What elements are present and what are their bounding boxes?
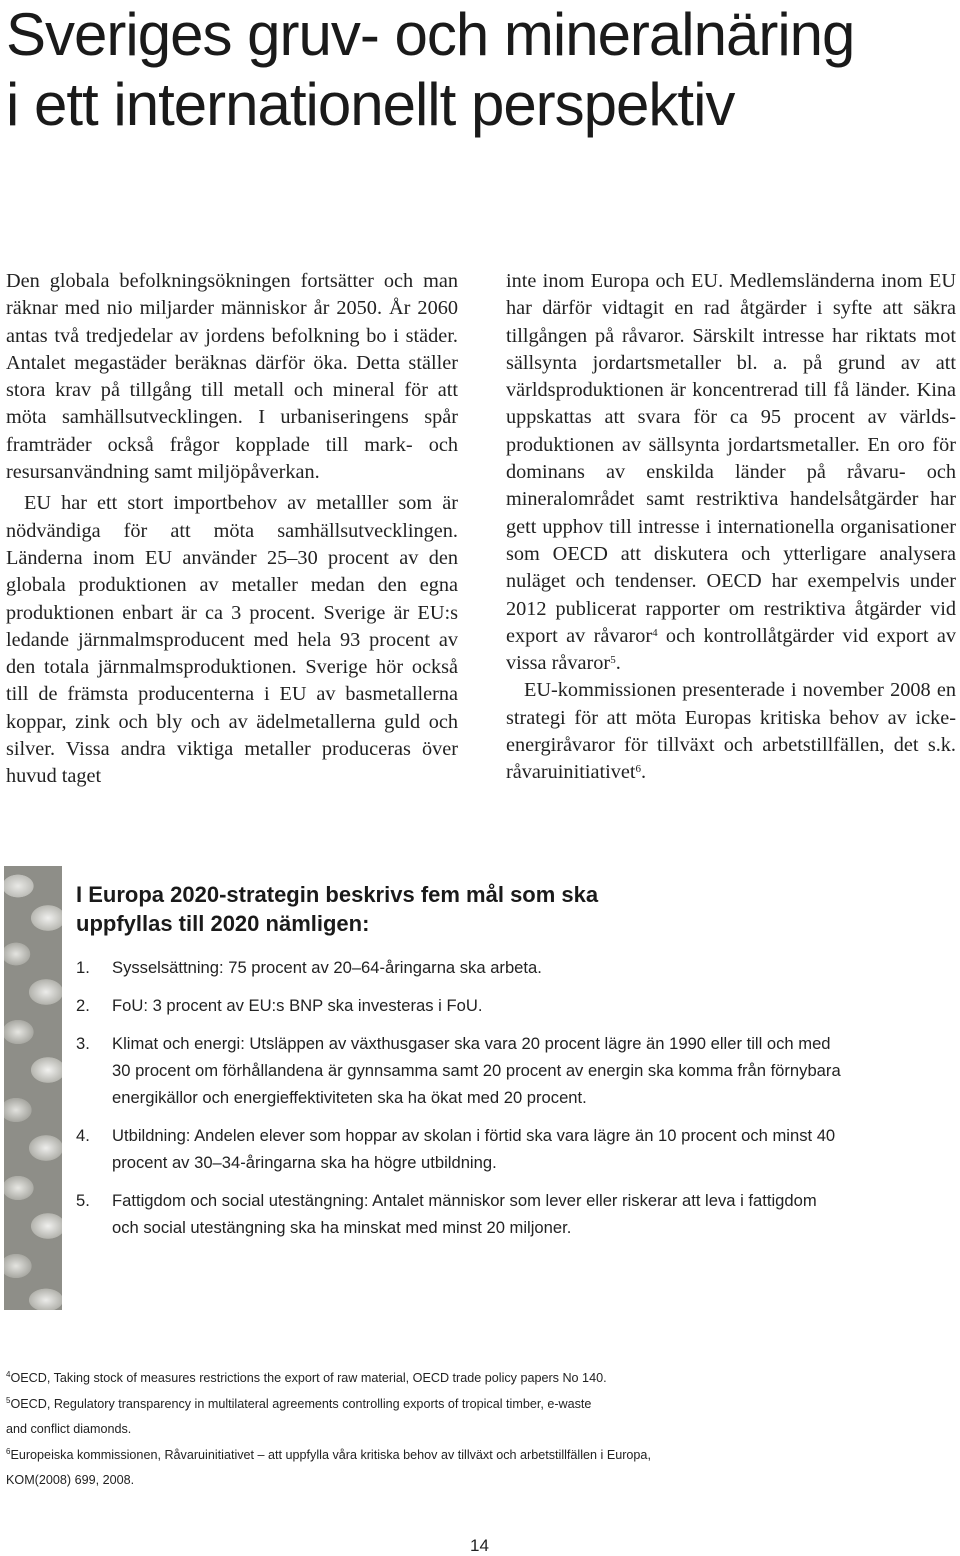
right-paragraph-1-end: .	[615, 652, 621, 675]
right-paragraph-2-end: .	[641, 761, 647, 784]
goal-text: Klimat och energi: Utsläppen av växthusgaser ska vara 20 procent lägre än 1990 eller till och med 30 procent om förhållandena är gynnsamma samt 20 procent av energin ska komma från förnybara energikällor och energieffektiviteten ska ha ökat med 20 procent.	[112, 1034, 841, 1107]
left-text-column	[6, 268, 458, 791]
page-title-line-1: Sveriges gruv- och mineralnäring	[6, 1, 855, 68]
goal-number: 2.	[76, 996, 90, 1015]
right-paragraph-2-text: EU-kommissionen presenterade i november 2008 en strategi för att möta Europas kritiska behov av icke-energiråvaror för tillväxt och arbetstillfällen, det s.k. råvaruinitiativet	[506, 679, 956, 784]
goal-number: 3.	[76, 1034, 90, 1053]
right-paragraph-1-text: inte inom Europa och EU. Medlemsländerna inom EU har därför vidtagit en rad åtgärder i syfte att säkra tillgången på råvaror. Särskilt intresse har riktats mot sällsynta jordartsmetaller bl. a. på grund av att världsproduktionen är koncentrerad till få länder. Kina uppskattas att svara för ca 95 procent av världsproduktionen av sällsynta jordartsmetaller. En oro för dominans av enskilda länder på råvaru- och mineralområdet samt restriktiva handelsåtgärder har gett upphov till intresse i internationella organisationer som OECD att diskutera och ytterligare analysera nuläget och tendenser. OECD har exempelvis under 2012 publicerat rapporter om restriktiva åtgärder vid export av råvaror	[506, 270, 956, 647]
goal-number: 1.	[76, 958, 90, 977]
footnote-4-text: OECD, Taking stock of measures restrictions the export of raw material, OECD trade policy papers No 140.	[10, 1371, 607, 1385]
right-paragraph-1-text-cont: och kontrollåtgärder vid export av vissa råvaror	[506, 624, 956, 675]
footnote-5	[6, 1392, 906, 1418]
goal-text: Sysselsättning: 75 procent av 20–64-åringarna ska arbeta.	[112, 958, 542, 977]
right-text-column	[506, 268, 956, 787]
footnote-ref-5[interactable]: 5	[610, 654, 616, 667]
europe-2020-goals-list	[76, 954, 846, 1252]
goal-text: Utbildning: Andelen elever som hoppar av skolan i förtid ska vara lägre än 10 procent och minst 40 procent av 30–34-åringarna ska ha högre utbildning.	[112, 1126, 836, 1172]
footnote-6	[6, 1443, 906, 1469]
goal-item	[76, 992, 846, 1019]
goal-item	[76, 1030, 846, 1111]
goal-number: 4.	[76, 1126, 90, 1145]
goal-number: 5.	[76, 1191, 90, 1210]
page-number: 14	[470, 1536, 489, 1555]
footnotes	[6, 1366, 906, 1494]
left-paragraph-2: EU har ett stort importbehov av metalller som är nödvändiga för att möta samhällsutvecklingen. Länderna inom EU använder 25–30 procent av den globala produktionen av metaller medan den egna produktionen enbart är ca 3 procent. Sverige är EU:s ledande järnmalmsproducent med hela 93 procent av den totala järnmalmsproduktionen. Sverige hör också till de främsta producenterna i EU av basmetallerna koppar, zink och bly och av ädelmetallerna guld och silver. Vissa andra viktiga metaller produceras över huvud taget	[6, 492, 458, 788]
goal-item	[76, 1187, 846, 1241]
footnote-ref-6[interactable]: 6	[635, 763, 642, 776]
left-paragraph-1: Den globala befolkningsökningen fortsätter och man räknar med nio miljarder människor år 2050. År 2060 antas två tredjedelar av jordens befolkning bo i städer. Antalet megastäder beräknas därför öka. Detta ställer stora krav på tillgång till metall och mineral för att möta samhällsutvecklingen. I urbaniseringens spår framträder också frågor kopplade till mark- och resursanvändning samt miljöpåverkan.	[6, 270, 458, 484]
europe-2020-heading: I Europa 2020-strategin beskrivs fem mål som ska uppfyllas till 2020 nämligen:	[76, 882, 599, 936]
footnote-4-mark: 4	[6, 1370, 11, 1379]
goal-item	[76, 954, 846, 981]
footnote-6-mark: 6	[6, 1446, 11, 1456]
footnote-ref-4[interactable]: 4	[652, 626, 658, 639]
goal-text: FoU: 3 procent av EU:s BNP ska investeras i FoU.	[112, 996, 483, 1015]
footnote-5-mark: 5	[6, 1395, 11, 1405]
right-paragraph-1	[506, 268, 956, 677]
right-paragraph-2	[506, 677, 956, 786]
stones-image	[4, 866, 62, 1310]
footnote-6-cont: KOM(2008) 699, 2008.	[6, 1473, 135, 1488]
footnote-5-cont: and conflict diamonds.	[6, 1422, 132, 1437]
goal-text: Fattigdom och social utestängning: Antalet människor som lever eller riskerar att leva i fattigdom och social utestängning ska ha minskat med minst 20 miljoner.	[112, 1191, 817, 1237]
footnote-5-line-1: OECD, Regulatory transparency in multilateral agreements controlling exports of tropical timber, e-waste	[10, 1396, 592, 1411]
footnote-4	[6, 1366, 906, 1392]
goal-item	[76, 1122, 846, 1176]
footnote-6-line-1: Europeiska kommissionen, Råvaruinitiativet – att uppfylla våra kritiska behov av tillväxt och arbetstillfällen i Europa,	[10, 1447, 651, 1462]
page-title-line-2: i ett internationellt perspektiv	[6, 71, 735, 138]
page-title	[6, 0, 956, 140]
